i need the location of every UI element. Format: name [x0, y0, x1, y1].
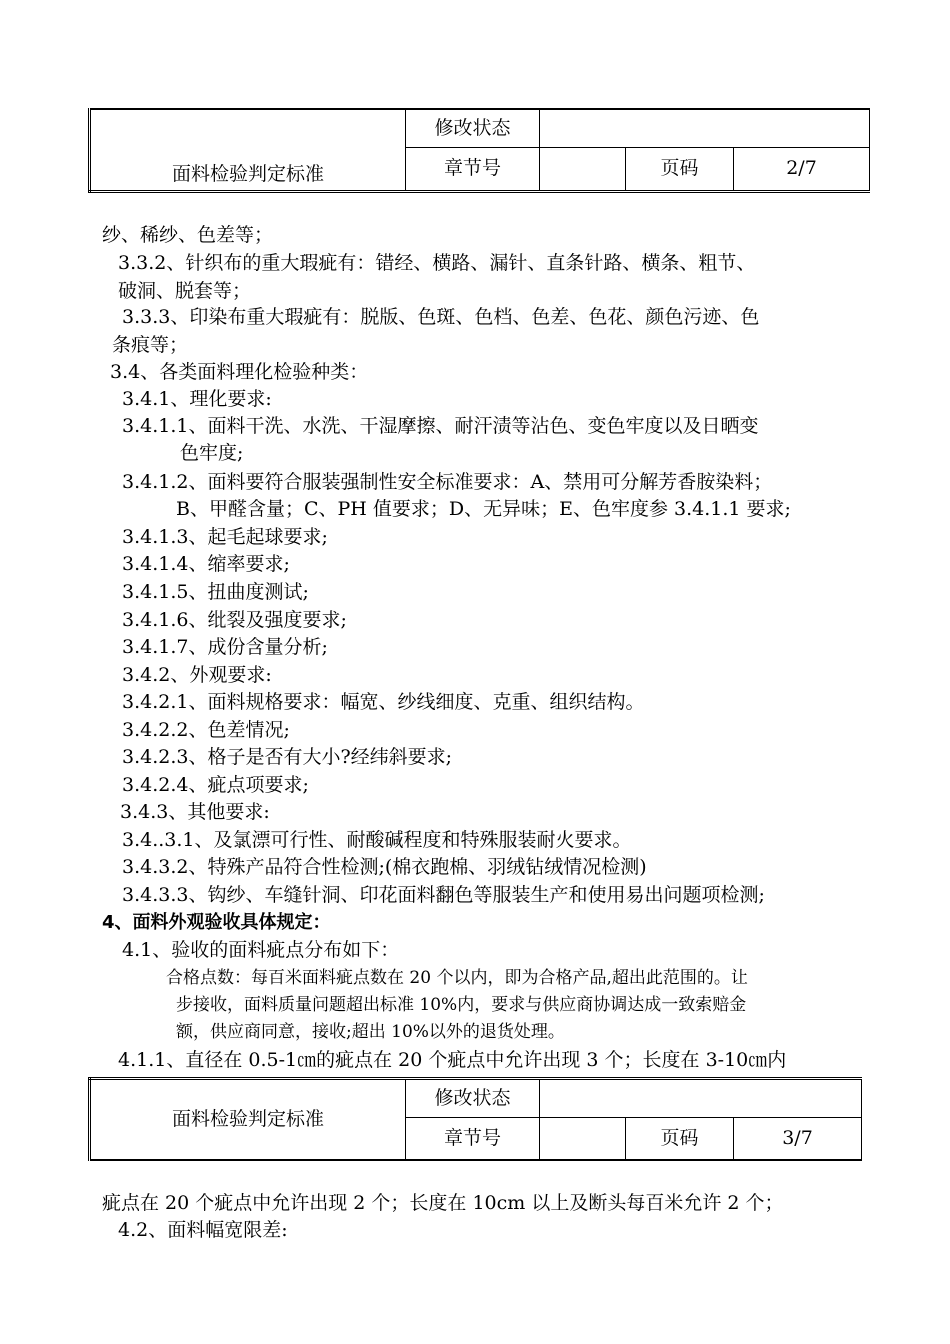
text-line: 3.4.1.5、扭曲度测试;	[122, 581, 309, 603]
text-line: 3.4.2.1、面料规格要求：幅宽、纱线细度、克重、组织结构。	[122, 691, 645, 713]
text-line: 3.4、各类面料理化检验种类：	[110, 361, 369, 383]
text-line: 3.4.1.3、起毛起球要求;	[122, 526, 328, 548]
text-line: 3.4.3、其他要求:	[120, 801, 270, 823]
text-line: 3.4..3.1、及氯漂可行性、耐酸碱程度和特殊服装耐火要求。	[122, 829, 632, 851]
text-line: 4.1.1、直径在 0.5-1㎝的疵点在 20 个疵点中允许出现 3 个；长度在 3-10㎝内	[118, 1049, 787, 1071]
section-label: 章节号	[406, 1117, 540, 1160]
page-number: 2/7	[734, 147, 870, 191]
text-line: 破洞、脱套等；	[118, 280, 252, 302]
page-number: 3/7	[734, 1117, 862, 1160]
text-line: 步接收，面料质量问题超出标准 10%内，要求与供应商协调达成一致索赔金	[176, 995, 747, 1015]
text-line: 3.4.2.2、色差情况;	[122, 719, 290, 741]
section-heading: 4、面料外观验收具体规定：	[102, 912, 331, 933]
text-line: 3.4.3.3、钩纱、车缝针洞、印花面料翻色等服装生产和使用易出问题项检测;	[122, 884, 765, 906]
text-line: 3.4.2.4、疵点项要求;	[122, 774, 309, 796]
header-table-page-2	[88, 108, 870, 193]
text-line: 3.4.2、外观要求:	[122, 664, 272, 686]
text-line: 3.4.1.7、成份含量分析;	[122, 636, 328, 658]
revision-value	[540, 109, 870, 147]
text-line: 3.3.3、印染布重大瑕疵有：脱版、色斑、色档、色差、色花、颜色污迹、色	[122, 306, 760, 328]
text-line: 3.3.2、针织布的重大瑕疵有：错经、横路、漏针、直条针路、横条、粗节、	[118, 252, 756, 274]
text-line: 额，供应商同意，接收;超出 10%以外的退货处理。	[176, 1022, 565, 1042]
revision-label: 修改状态	[406, 109, 540, 147]
text-line: 4.1、验收的面料疵点分布如下：	[122, 939, 400, 961]
text-line: 3.4.1.2、面料要符合服装强制性安全标准要求：A、禁用可分解芳香胺染料；	[122, 471, 773, 493]
text-line: 合格点数：每百米面料疵点数在 20 个以内，即为合格产品,超出此范围的。让	[166, 968, 748, 988]
text-line: 疵点在 20 个疵点中允许出现 2 个；长度在 10cm 以上及断头每百米允许 2 个；	[102, 1192, 784, 1214]
text-line: 3.4.3.2、特殊产品符合性检测;(棉衣跑棉、羽绒钻绒情况检测)	[122, 856, 647, 878]
section-label: 章节号	[406, 147, 540, 191]
text-line: 3.4.1.6、纰裂及强度要求;	[122, 609, 347, 631]
text-line: 3.4.1.1、面料干洗、水洗、干湿摩擦、耐汗渍等沾色、变色牢度以及日晒变	[122, 415, 759, 437]
text-line: 3.4.1、理化要求:	[122, 388, 272, 410]
text-line: 条痕等；	[112, 334, 189, 356]
revision-value	[540, 1079, 862, 1118]
page-label: 页码	[626, 1117, 734, 1160]
section-value	[540, 1117, 626, 1160]
doc-title: 面料检验判定标准	[90, 1079, 406, 1161]
text-line: 4.2、面料幅宽限差:	[118, 1219, 288, 1241]
header-table-page-3	[88, 1077, 862, 1161]
text-line: 纱、稀纱、色差等；	[102, 224, 274, 246]
section-value	[540, 147, 626, 191]
text-line: 3.4.1.4、缩率要求;	[122, 553, 290, 575]
revision-label: 修改状态	[406, 1079, 540, 1118]
doc-title: 面料检验判定标准	[90, 109, 406, 191]
text-line: B、甲醛含量；C、PH 值要求；D、无异味；E、色牢度参 3.4.1.1 要求;	[176, 498, 791, 520]
text-line: 色牢度;	[180, 442, 244, 464]
text-line: 3.4.2.3、格子是否有大小?经纬斜要求;	[122, 746, 453, 768]
page-label: 页码	[626, 147, 734, 191]
